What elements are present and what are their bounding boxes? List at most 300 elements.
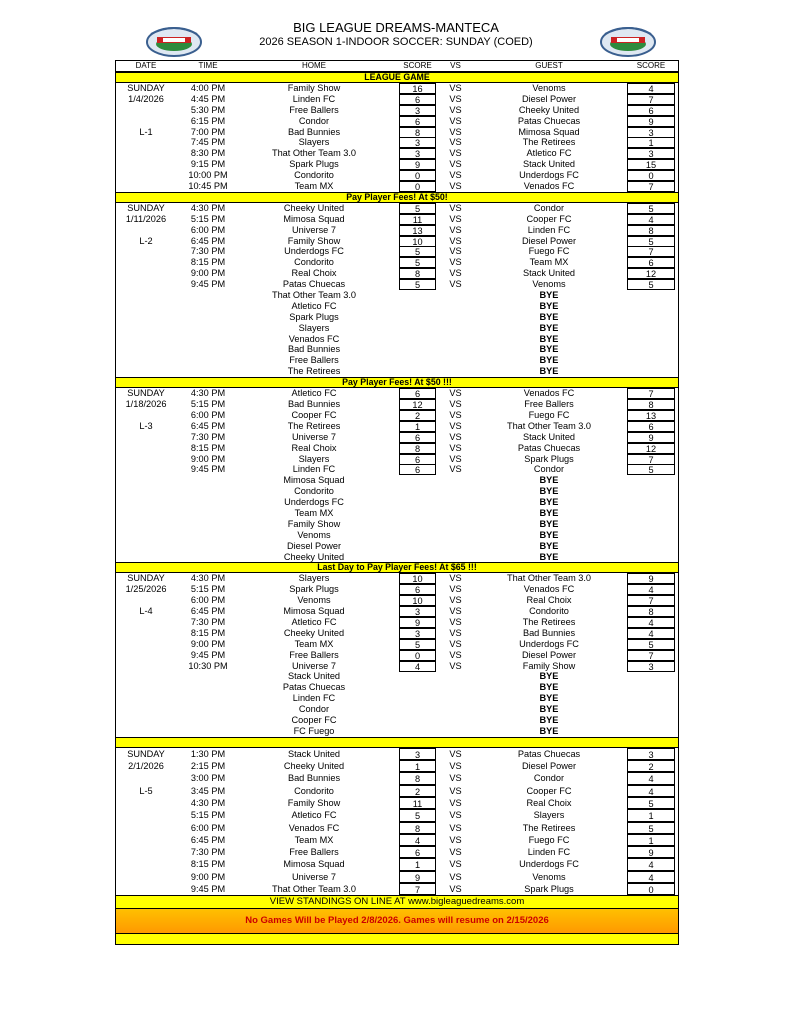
guest-team: Diesel Power xyxy=(521,649,577,660)
guest-team: Patas Chuecas xyxy=(517,748,581,759)
home-team: Spark Plugs xyxy=(289,159,339,170)
game-time: 9:00 PM xyxy=(190,638,226,649)
vs-label: VS xyxy=(449,420,462,431)
game-time: 6:45 PM xyxy=(190,420,226,431)
guest-team: Diesel Power xyxy=(521,761,577,772)
column-header-row xyxy=(116,60,678,72)
guest-score: 7 xyxy=(627,595,675,606)
home-team: Free Ballers xyxy=(289,649,339,660)
table-row xyxy=(116,410,678,421)
game-time: 6:00 PM xyxy=(190,595,226,606)
col-score-guest: SCORE xyxy=(636,61,666,70)
guest-team: That Other Team 3.0 xyxy=(506,420,592,431)
home-score: 3 xyxy=(399,148,436,159)
guest-score: 7 xyxy=(627,388,675,399)
bye-team: Linden FC xyxy=(292,693,336,704)
home-score: 16 xyxy=(399,83,436,94)
vs-label: VS xyxy=(449,595,462,606)
home-score: 1 xyxy=(399,421,436,432)
game-time: 7:30 PM xyxy=(190,246,226,257)
home-team: Real Choix xyxy=(291,442,337,453)
game-time: 4:30 PM xyxy=(190,202,226,213)
table-row xyxy=(116,432,678,443)
guest-score: 4 xyxy=(627,214,675,225)
vs-label: VS xyxy=(449,616,462,627)
home-score: 8 xyxy=(399,443,436,454)
table-row xyxy=(116,883,678,895)
guest-score: 5 xyxy=(627,279,675,290)
home-team: Cooper FC xyxy=(291,409,337,420)
table-row xyxy=(116,388,678,399)
game-time: 7:30 PM xyxy=(190,616,226,627)
bye-team: Atletico FC xyxy=(291,300,337,311)
home-team: Condor xyxy=(298,115,330,126)
guest-score: 4 xyxy=(627,617,675,628)
guest-team: Underdogs FC xyxy=(519,859,579,870)
vs-label: VS xyxy=(449,761,462,772)
guest-team: Patas Chuecas xyxy=(517,115,581,126)
table-row xyxy=(116,584,678,595)
game-time: 3:00 PM xyxy=(190,773,226,784)
guest-score: 4 xyxy=(627,858,675,870)
guest-team: The Retirees xyxy=(522,822,576,833)
table-row xyxy=(116,268,678,279)
bye-label: BYE xyxy=(539,704,559,715)
home-score: 6 xyxy=(399,432,436,443)
game-time: 10:30 PM xyxy=(188,660,228,671)
home-team: Family Show xyxy=(287,797,341,808)
guest-team: Real Choix xyxy=(526,797,572,808)
bye-team: Mimosa Squad xyxy=(283,475,345,486)
table-row xyxy=(116,475,678,486)
table-row xyxy=(116,617,678,628)
home-score: 3 xyxy=(399,137,436,148)
home-team: Stack United xyxy=(287,748,341,759)
home-team: Mimosa Squad xyxy=(283,213,345,224)
home-score: 6 xyxy=(399,584,436,595)
week-banner: Pay Player Fees! At $50! xyxy=(116,192,678,203)
home-team: Slayers xyxy=(298,137,330,148)
home-score: 12 xyxy=(399,399,436,410)
game-time: 4:30 PM xyxy=(190,573,226,584)
table-row xyxy=(116,203,678,214)
week-section xyxy=(116,377,678,562)
table-row xyxy=(116,704,678,715)
week-section xyxy=(116,72,678,192)
home-team: Family Show xyxy=(287,235,341,246)
guest-score: 5 xyxy=(627,639,675,650)
vs-label: VS xyxy=(449,148,462,159)
bye-label: BYE xyxy=(539,671,559,682)
bye-team: Venados FC xyxy=(288,333,340,344)
vs-label: VS xyxy=(449,606,462,617)
bye-label: BYE xyxy=(539,333,559,344)
guest-team: Venoms xyxy=(532,871,566,882)
guest-score: 5 xyxy=(627,464,675,475)
guest-score: 3 xyxy=(627,748,675,760)
page-header xyxy=(115,20,677,56)
table-row xyxy=(116,366,678,377)
game-time: 8:15 PM xyxy=(190,257,226,268)
home-team: Cheeky United xyxy=(283,202,345,213)
bye-team: Underdogs FC xyxy=(284,497,344,508)
game-time: 9:45 PM xyxy=(190,464,226,475)
home-score: 3 xyxy=(399,748,436,760)
bye-label: BYE xyxy=(539,518,559,529)
col-score-home: SCORE xyxy=(403,61,432,70)
table-row xyxy=(116,83,678,94)
standings-link[interactable]: VIEW STANDINGS ON LINE AT www.bigleaguedreams.com xyxy=(116,895,678,908)
guest-team: Atletico FC xyxy=(526,148,572,159)
game-time: 8:15 PM xyxy=(190,442,226,453)
guest-score: 6 xyxy=(627,421,675,432)
bye-label: BYE xyxy=(539,682,559,693)
bye-label: BYE xyxy=(539,693,559,704)
home-team: Family Show xyxy=(287,83,341,93)
table-row xyxy=(116,628,678,639)
home-team: The Retirees xyxy=(287,420,341,431)
guest-score: 7 xyxy=(627,181,675,192)
bye-label: BYE xyxy=(539,529,559,540)
week-banner: Last Day to Pay Player Fees! At $65 !!! xyxy=(116,562,678,573)
date-label: L-5 xyxy=(139,785,153,796)
home-team: Venados FC xyxy=(288,822,340,833)
table-row xyxy=(116,606,678,617)
home-score: 11 xyxy=(399,797,436,809)
home-score: 9 xyxy=(399,159,436,170)
home-score: 0 xyxy=(399,181,436,192)
guest-score: 9 xyxy=(627,116,675,127)
guest-score: 7 xyxy=(627,246,675,257)
vs-label: VS xyxy=(449,431,462,442)
game-time: 6:00 PM xyxy=(190,822,226,833)
table-row xyxy=(116,797,678,809)
bye-label: BYE xyxy=(539,551,559,562)
home-team: Universe 7 xyxy=(292,224,336,235)
table-row xyxy=(116,334,678,345)
guest-team: Venados FC xyxy=(523,181,575,192)
home-team: Venoms xyxy=(297,595,331,606)
game-time: 1:30 PM xyxy=(190,748,226,759)
guest-score: 12 xyxy=(627,443,675,454)
bye-team: Bad Bunnies xyxy=(287,344,341,355)
home-team: Bad Bunnies xyxy=(287,126,341,137)
table-row xyxy=(116,650,678,661)
vs-label: VS xyxy=(449,268,462,279)
guest-team: Free Ballers xyxy=(524,399,574,410)
home-team: Slayers xyxy=(298,453,330,464)
table-row xyxy=(116,486,678,497)
page-subtitle: 2026 SEASON 1-INDOOR SOCCER: SUNDAY (COED) xyxy=(259,36,533,48)
guest-score: 15 xyxy=(627,159,675,170)
vs-label: VS xyxy=(449,159,462,170)
home-score: 9 xyxy=(399,617,436,628)
guest-score: 5 xyxy=(627,822,675,834)
guest-score: 9 xyxy=(627,573,675,584)
home-team: Condorito xyxy=(294,170,334,181)
bye-team: Cheeky United xyxy=(283,551,345,562)
guest-team: Linden FC xyxy=(527,224,571,235)
guest-team: Family Show xyxy=(522,660,576,671)
guest-team: That Other Team 3.0 xyxy=(506,573,592,584)
date-label: SUNDAY xyxy=(127,573,165,584)
home-score: 5 xyxy=(399,246,436,257)
guest-team: Fuego FC xyxy=(528,409,570,420)
home-team: Patas Chuecas xyxy=(282,279,346,290)
guest-score: 8 xyxy=(627,399,675,410)
vs-label: VS xyxy=(449,279,462,290)
home-team: Free Ballers xyxy=(289,104,339,115)
guest-score: 3 xyxy=(627,148,675,159)
home-score: 3 xyxy=(399,628,436,639)
home-score: 11 xyxy=(399,214,436,225)
date-label: 1/18/2026 xyxy=(125,399,167,410)
vs-label: VS xyxy=(449,810,462,821)
home-score: 1 xyxy=(399,760,436,772)
vs-label: VS xyxy=(449,748,462,759)
guest-team: Stack United xyxy=(522,431,576,442)
table-row xyxy=(116,94,678,105)
date-label: SUNDAY xyxy=(127,388,165,399)
col-home: HOME xyxy=(302,61,326,70)
bye-label: BYE xyxy=(539,300,559,311)
table-row xyxy=(116,760,678,772)
home-score: 6 xyxy=(399,388,436,399)
home-team: Bad Bunnies xyxy=(287,773,341,784)
home-score: 6 xyxy=(399,116,436,127)
guest-team: Mimosa Squad xyxy=(518,126,580,137)
game-time: 5:15 PM xyxy=(190,399,226,410)
home-score: 9 xyxy=(399,871,436,883)
guest-score: 6 xyxy=(627,257,675,268)
vs-label: VS xyxy=(449,627,462,638)
game-time: 6:00 PM xyxy=(190,409,226,420)
guest-score: 0 xyxy=(627,170,675,181)
game-time: 9:45 PM xyxy=(190,884,226,895)
vs-label: VS xyxy=(449,409,462,420)
table-row xyxy=(116,421,678,432)
table-row xyxy=(116,772,678,784)
guest-team: Stack United xyxy=(522,159,576,170)
guest-team: Spark Plugs xyxy=(524,884,574,895)
home-score: 5 xyxy=(399,639,436,650)
col-date: DATE xyxy=(135,61,157,70)
home-score: 4 xyxy=(399,661,436,672)
guest-team: The Retirees xyxy=(522,616,576,627)
guest-score: 5 xyxy=(627,203,675,214)
vs-label: VS xyxy=(449,224,462,235)
table-row xyxy=(116,661,678,672)
guest-score: 13 xyxy=(627,410,675,421)
guest-team: Venados FC xyxy=(523,584,575,595)
table-row xyxy=(116,846,678,858)
vs-label: VS xyxy=(449,847,462,858)
home-score: 6 xyxy=(399,94,436,105)
vs-label: VS xyxy=(449,834,462,845)
date-label: SUNDAY xyxy=(127,83,165,93)
guest-score: 8 xyxy=(627,606,675,617)
week-section xyxy=(116,737,678,896)
guest-team: The Retirees xyxy=(522,137,576,148)
home-team: Universe 7 xyxy=(292,660,336,671)
guest-score: 7 xyxy=(627,650,675,661)
vs-label: VS xyxy=(449,202,462,213)
game-time: 4:00 PM xyxy=(190,83,226,93)
home-score: 0 xyxy=(399,650,436,661)
date-label: 2/1/2026 xyxy=(128,761,164,772)
home-score: 8 xyxy=(399,822,436,834)
bye-label: BYE xyxy=(539,540,559,551)
game-time: 4:30 PM xyxy=(190,797,226,808)
home-score: 6 xyxy=(399,464,436,475)
guest-score: 4 xyxy=(627,785,675,797)
home-team: Condorito xyxy=(294,257,334,268)
col-vs: VS xyxy=(450,61,461,70)
date-label: SUNDAY xyxy=(127,202,165,213)
col-time: TIME xyxy=(198,61,218,70)
guest-score: 5 xyxy=(627,797,675,809)
vs-label: VS xyxy=(449,773,462,784)
date-label: 1/4/2026 xyxy=(128,93,164,104)
date-label: L-1 xyxy=(139,126,153,137)
guest-team: Cooper FC xyxy=(526,785,572,796)
table-row xyxy=(116,541,678,552)
home-score: 3 xyxy=(399,105,436,116)
home-score: 7 xyxy=(399,883,436,895)
guest-score: 1 xyxy=(627,137,675,148)
home-team: Atletico FC xyxy=(291,810,337,821)
home-score: 6 xyxy=(399,846,436,858)
table-row xyxy=(116,170,678,181)
table-row xyxy=(116,519,678,530)
guest-team: Venados FC xyxy=(523,388,575,399)
guest-team: Fuego FC xyxy=(528,246,570,257)
bye-team: Patas Chuecas xyxy=(282,682,346,693)
table-row xyxy=(116,671,678,682)
vs-label: VS xyxy=(449,257,462,268)
vs-label: VS xyxy=(449,584,462,595)
vs-label: VS xyxy=(449,137,462,148)
vs-label: VS xyxy=(449,464,462,475)
home-team: Condorito xyxy=(294,785,334,796)
table-row xyxy=(116,323,678,334)
vs-label: VS xyxy=(449,660,462,671)
vs-label: VS xyxy=(449,104,462,115)
bye-label: BYE xyxy=(539,322,559,333)
guest-team: Condorito xyxy=(529,606,569,617)
home-score: 2 xyxy=(399,410,436,421)
no-games-notice: No Games Will be Played 2/8/2026. Games will resume on 2/15/2026 xyxy=(116,908,678,933)
table-row xyxy=(116,290,678,301)
game-time: 4:45 PM xyxy=(190,93,226,104)
home-team: Team MX xyxy=(294,181,334,192)
guest-team: Bad Bunnies xyxy=(522,627,576,638)
game-time: 7:30 PM xyxy=(190,847,226,858)
home-score: 5 xyxy=(399,257,436,268)
home-score: 10 xyxy=(399,236,436,247)
week-banner: LEAGUE GAME xyxy=(116,72,678,83)
home-score: 0 xyxy=(399,170,436,181)
vs-label: VS xyxy=(449,83,462,93)
table-row xyxy=(116,246,678,257)
table-row xyxy=(116,530,678,541)
table-row xyxy=(116,871,678,883)
vs-label: VS xyxy=(449,93,462,104)
home-score: 4 xyxy=(399,834,436,846)
week-banner-blank xyxy=(116,737,678,748)
home-score: 8 xyxy=(399,127,436,138)
table-row xyxy=(116,443,678,454)
home-team: Bad Bunnies xyxy=(287,399,341,410)
home-team: Linden FC xyxy=(292,464,336,475)
bye-label: BYE xyxy=(539,355,559,366)
home-score: 10 xyxy=(399,595,436,606)
table-row xyxy=(116,573,678,584)
bye-team: The Retirees xyxy=(287,366,341,377)
guest-team: Slayers xyxy=(533,810,565,821)
table-row xyxy=(116,301,678,312)
game-time: 5:15 PM xyxy=(190,584,226,595)
table-row xyxy=(116,279,678,290)
table-row xyxy=(116,748,678,760)
game-time: 7:00 PM xyxy=(190,126,226,137)
table-row xyxy=(116,785,678,797)
bye-team: That Other Team 3.0 xyxy=(271,290,357,301)
vs-label: VS xyxy=(449,213,462,224)
home-score: 5 xyxy=(399,809,436,821)
table-row xyxy=(116,809,678,821)
bye-team: FC Fuego xyxy=(293,725,335,736)
guest-score: 4 xyxy=(627,772,675,784)
guest-team: Condor xyxy=(533,202,565,213)
col-guest: GUEST xyxy=(535,61,563,70)
guest-team: Diesel Power xyxy=(521,235,577,246)
guest-score: 3 xyxy=(627,661,675,672)
bye-label: BYE xyxy=(539,714,559,725)
home-team: Spark Plugs xyxy=(289,584,339,595)
guest-score: 4 xyxy=(627,584,675,595)
guest-score: 12 xyxy=(627,268,675,279)
vs-label: VS xyxy=(449,649,462,660)
table-row xyxy=(116,834,678,846)
table-row xyxy=(116,181,678,192)
bye-team: Free Ballers xyxy=(289,355,339,366)
game-time: 6:45 PM xyxy=(190,235,226,246)
guest-score: 3 xyxy=(627,127,675,138)
home-team: Mimosa Squad xyxy=(283,606,345,617)
guest-score: 5 xyxy=(627,236,675,247)
table-row xyxy=(116,137,678,148)
home-team: That Other Team 3.0 xyxy=(271,884,357,895)
table-row xyxy=(116,595,678,606)
vs-label: VS xyxy=(449,399,462,410)
home-team: Slayers xyxy=(298,573,330,584)
home-score: 8 xyxy=(399,772,436,784)
table-row xyxy=(116,148,678,159)
home-team: Free Ballers xyxy=(289,847,339,858)
bye-team: Team MX xyxy=(294,507,334,518)
home-score: 5 xyxy=(399,279,436,290)
table-row xyxy=(116,225,678,236)
guest-score: 8 xyxy=(627,225,675,236)
table-row xyxy=(116,236,678,247)
vs-label: VS xyxy=(449,638,462,649)
bye-label: BYE xyxy=(539,725,559,736)
bye-label: BYE xyxy=(539,366,559,377)
guest-team: Real Choix xyxy=(526,595,572,606)
game-time: 6:45 PM xyxy=(190,834,226,845)
week-section xyxy=(116,192,678,377)
